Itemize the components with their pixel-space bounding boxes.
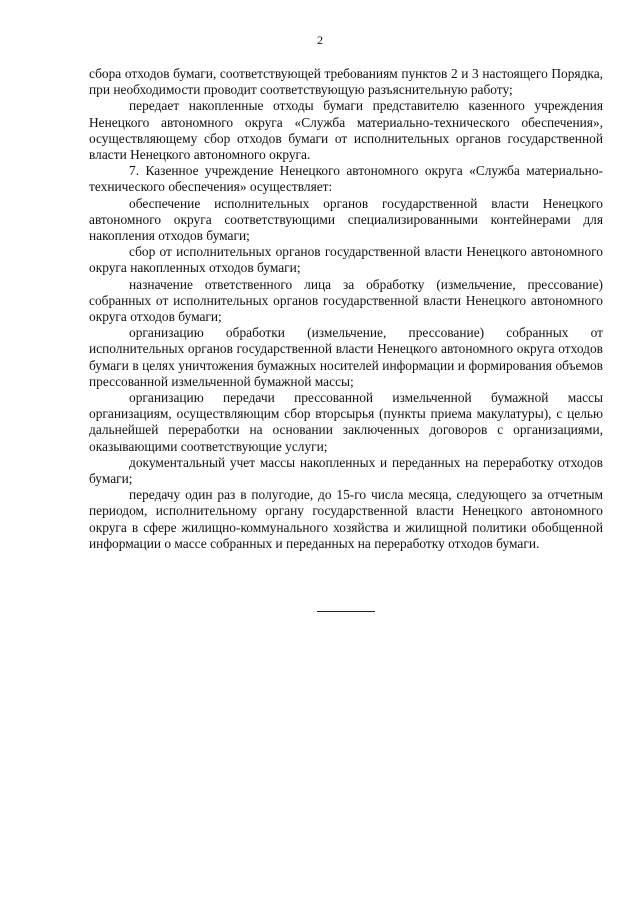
page-number: 2 (317, 33, 323, 47)
paragraph-accounting: документальный учет массы накопленных и переданных на переработку отходов бумаги; (89, 454, 603, 487)
paragraph-reporting: передачу один раз в полугодие, до 15-го числа месяца, следующего за отчетным периодом, исполнительному органу государственной власти Ненецкого автономного округа в сфере жилищно-коммунального хозяйства и жилищной политики обобщенной информации о массе собранных и переданных на переработку отходов бумаги. (89, 487, 603, 551)
paragraph-containers: обеспечение исполнительных органов государственной власти Ненецкого автономного округа соответствующими специализированными контейнерами для накопления отходов бумаги; (89, 195, 603, 244)
paragraph-transfer-waste: передает накопленные отходы бумаги представителю казенного учреждения Ненецкого автономного округа «Служба материально-технического обеспечения», осуществляющему сбор отходов бумаги от исполнительных органов государственной власти Ненецкого автономного округа. (89, 98, 603, 163)
paragraph-responsible-person: назначение ответственного лица за обработку (измельчение, прессование) собранных от исполнительных органов государственной власти Ненецкого автономного округа отходов бумаги; (89, 276, 603, 325)
document-end-divider (317, 611, 375, 612)
paragraph-continuation: сбора отходов бумаги, соответствующей требованиям пунктов 2 и 3 настоящего Порядка, при необходимости проводит соответствующую разъяснительную работу; (89, 66, 603, 98)
document-body (89, 66, 603, 552)
paragraph-clause-7: 7. Казенное учреждение Ненецкого автономного округа «Служба материально-технического обеспечения» осуществляет: (89, 163, 603, 195)
paragraph-collection: сбор от исполнительных органов государственной власти Ненецкого автономного округа накопленных отходов бумаги; (89, 244, 603, 276)
paragraph-handover: организацию передачи прессованной измельченной бумажной массы организациям, осуществляющим сбор вторсырья (пункты приема макулатуры), с целью дальнейшей переработки на основании заключенных договоров с организациями, оказывающими соответствующие услуги; (89, 390, 603, 454)
paragraph-processing: организацию обработки (измельчение, прессование) собранных от исполнительных органов государственной власти Ненецкого автономного округа отходов бумаги в целях уничтожения бумажных носителей информации и формирования объемов прессованной измельченной бумажной массы; (89, 325, 603, 389)
